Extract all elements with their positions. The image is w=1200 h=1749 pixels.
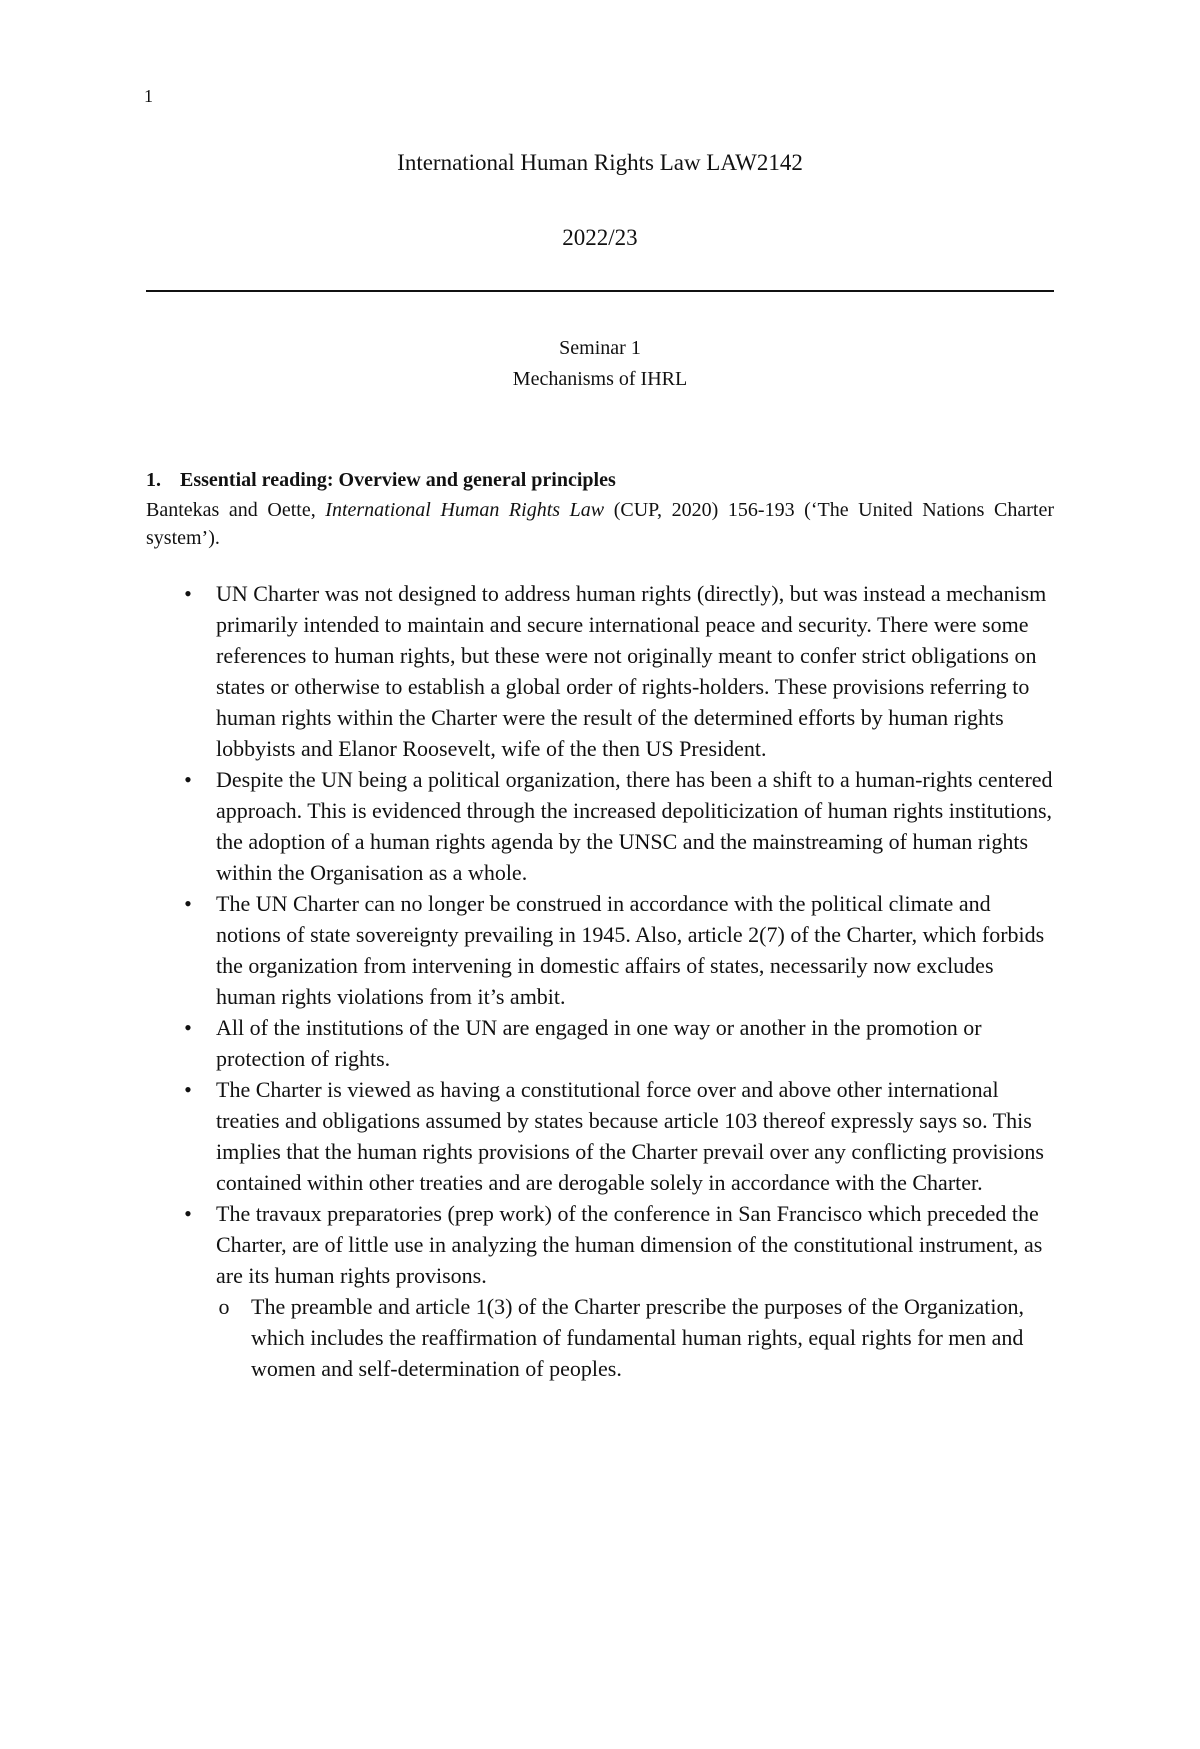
bullet-marker: • <box>184 1015 192 1040</box>
citation-book-title: International Human Rights Law <box>325 499 605 521</box>
sub-bullet-list <box>178 1291 1058 1384</box>
sub-list-item-text: The preamble and article 1(3) of the Charter prescribe the purposes of the Organization, which includes the reaffirmation of fundamental human rights, equal rights for men and women and self-determination of peoples. <box>251 1294 1024 1381</box>
horizontal-rule <box>146 290 1054 292</box>
notes-bullet-list <box>178 578 1058 1384</box>
bullet-marker: • <box>184 1201 192 1226</box>
list-item <box>178 1074 1058 1198</box>
citation-authors: Bantekas and Oette, <box>146 499 326 521</box>
list-item <box>178 764 1058 888</box>
reading-citation <box>146 496 1054 552</box>
list-item-text: Despite the UN being a political organization, there has been a shift to a human-rights centered approach. This is evidenced through the increased depoliticization of human rights institutions, the adoption of a human rights agenda by the UNSC and the mainstreaming of human rights within the Organisation as a whole. <box>216 767 1053 885</box>
list-item-text: All of the institutions of the UN are engaged in one way or another in the promotion or protection of rights. <box>216 1015 982 1071</box>
list-item <box>178 1198 1058 1291</box>
list-item <box>178 578 1058 764</box>
list-item-text: The UN Charter can no longer be construed in accordance with the political climate and notions of state sovereignty prevailing in 1945. Also, article 2(7) of the Charter, which forbids the organization from intervening in domestic affairs of states, necessarily now excludes human rights violations from it’s ambit. <box>216 891 1045 1009</box>
bullet-marker: • <box>184 891 192 916</box>
seminar-title: Seminar 1 <box>559 337 641 359</box>
sub-list-container <box>178 1291 1058 1384</box>
bullet-marker: • <box>184 767 192 792</box>
bullet-marker: • <box>184 1077 192 1102</box>
section-number: 1. <box>146 469 161 491</box>
list-item-text: The travaux preparatories (prep work) of the conference in San Francisco which preceded the Charter, are of little use in analyzing the human dimension of the constitutional instrument, as are its human rights provisons. <box>216 1201 1043 1288</box>
sub-bullet-marker: o <box>218 1294 230 1319</box>
bullet-marker: • <box>184 581 192 606</box>
section-heading-text: Essential reading: Overview and general principles <box>180 469 616 491</box>
list-item <box>178 1012 1058 1074</box>
document-title: International Human Rights Law LAW2142 <box>397 150 803 175</box>
list-item-text: UN Charter was not designed to address human rights (directly), but was instead a mechanism primarily intended to maintain and secure international peace and security. There were some references to human rights, but these were not originally meant to confer strict obligations on states or otherwise to establish a global order of rights-holders. These provisions referring to human rights within the Charter were the result of the determined efforts by human rights lobbyists and Elanor Roosevelt, wife of the then US President. <box>216 581 1047 761</box>
list-item <box>178 888 1058 1012</box>
academic-year: 2022/23 <box>562 225 638 250</box>
section-heading <box>146 469 616 492</box>
seminar-subtitle: Mechanisms of IHRL <box>512 368 688 390</box>
sub-list-item <box>178 1291 1058 1384</box>
list-item-text: The Charter is viewed as having a constitutional force over and above other international treaties and obligations assumed by states because article 103 thereof expressly says so. This implies that the human rights provisions of the Charter prevail over any conflicting provisions contained within other treaties and are derogable solely in accordance with the Charter. <box>216 1077 1044 1195</box>
page-number: 1 <box>144 86 153 106</box>
citation-details: (CUP, 2020) 156-193 (‘The United Nations Charter system’). <box>146 499 1054 549</box>
